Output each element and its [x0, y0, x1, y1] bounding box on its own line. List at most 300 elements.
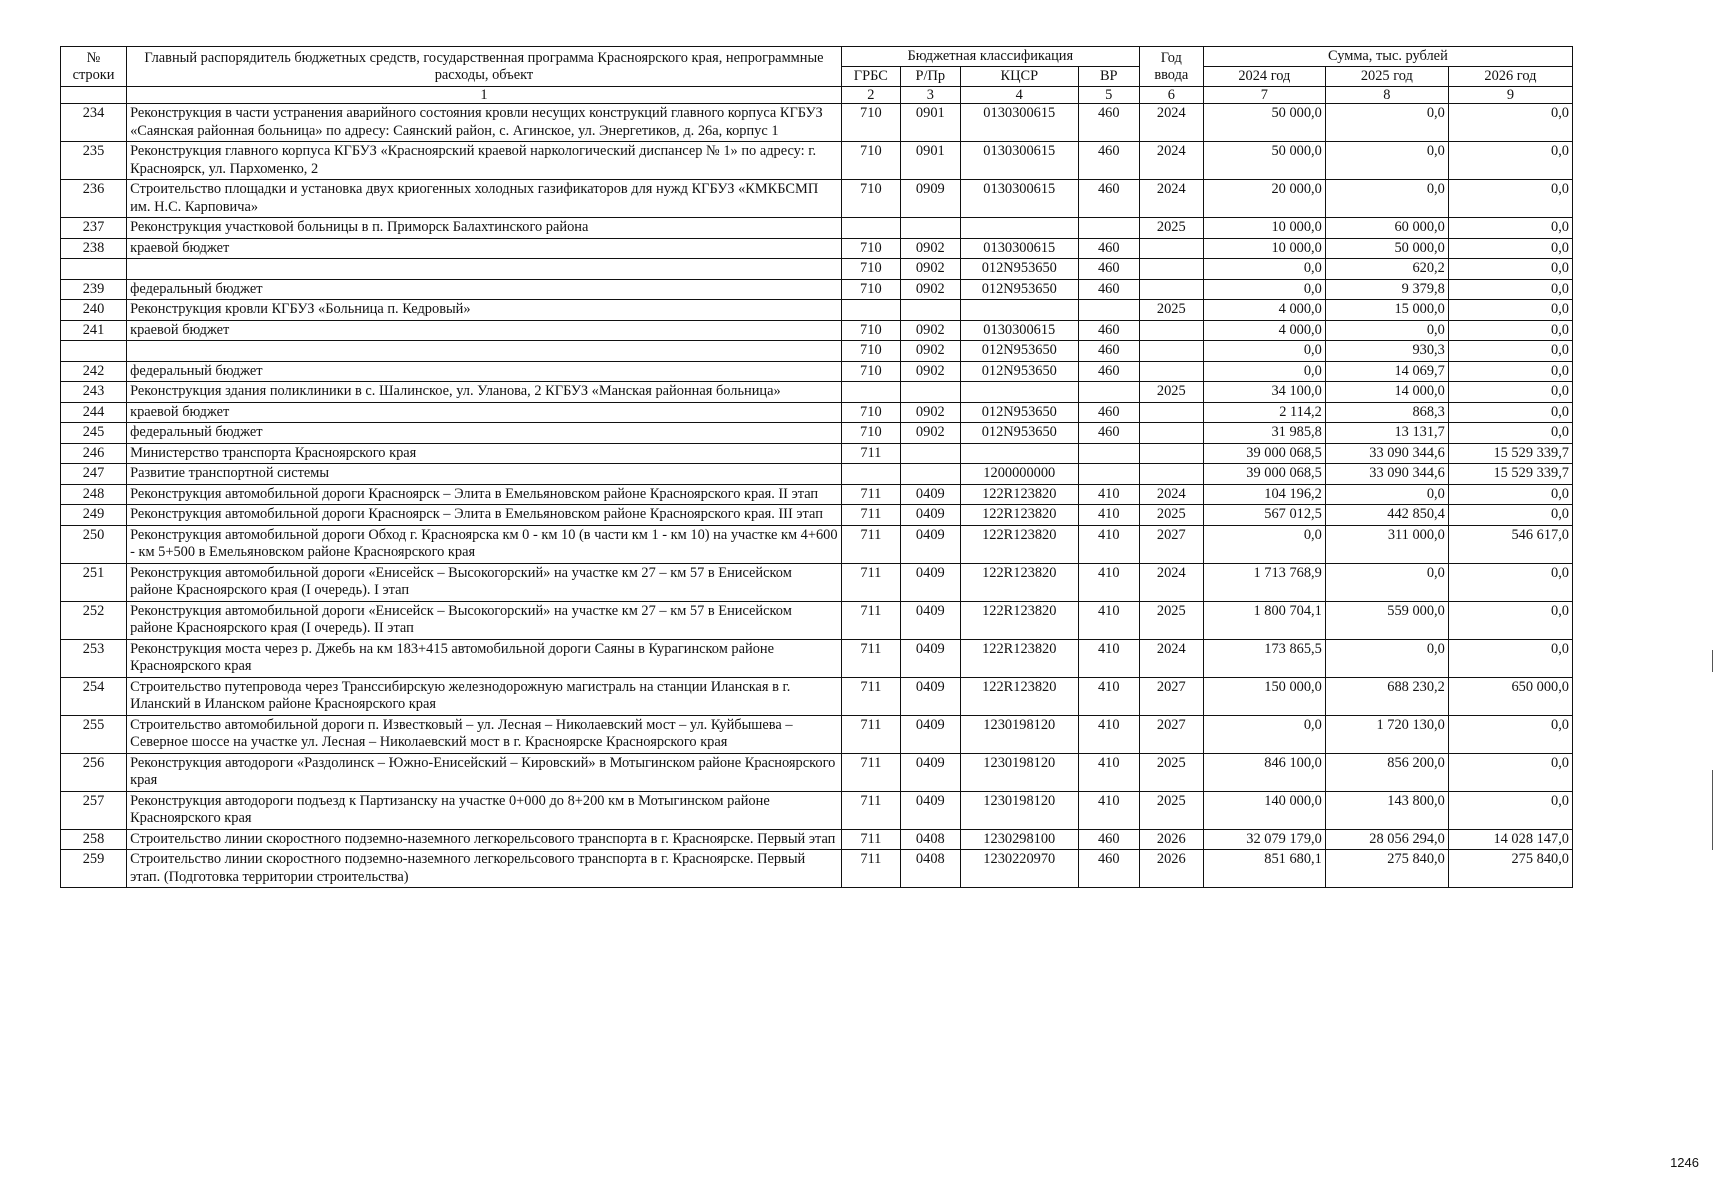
kcsr-cell: 012N953650 — [960, 259, 1078, 280]
sum-2026-cell: 275 840,0 — [1448, 850, 1572, 888]
rpr-cell: 0902 — [900, 238, 960, 259]
grbs-cell: 710 — [841, 402, 900, 423]
sum-2026-cell: 0,0 — [1448, 238, 1572, 259]
sum-2025-cell: 868,3 — [1325, 402, 1448, 423]
rpr-cell: 0409 — [900, 639, 960, 677]
row-number-cell: 239 — [61, 279, 127, 300]
row-number-cell: 249 — [61, 505, 127, 526]
object-name-cell: Реконструкция автомобильной дороги Обход г. Красноярска км 0 - км 10 (в части км 1 - км 10) на участке км 4+600 - км 5+500 в Емельяновском районе Красноярского края — [127, 525, 842, 563]
header-budget-classification: Бюджетная классификация — [841, 47, 1139, 67]
object-name-cell: Реконструкция участковой больницы в п. Приморск Балахтинского района — [127, 218, 842, 239]
sum-2025-cell: 0,0 — [1325, 639, 1448, 677]
table-row — [61, 715, 1573, 753]
rpr-cell: 0409 — [900, 601, 960, 639]
year-cell: 2025 — [1139, 753, 1203, 791]
grbs-cell: 710 — [841, 279, 900, 300]
table-row — [61, 525, 1573, 563]
row-number-cell: 255 — [61, 715, 127, 753]
sum-2024-cell: 31 985,8 — [1203, 423, 1325, 444]
scan-artifact-line — [1712, 650, 1713, 672]
kcsr-cell: 1230198120 — [960, 753, 1078, 791]
sum-2024-cell: 50 000,0 — [1203, 142, 1325, 180]
sum-2024-cell: 104 196,2 — [1203, 484, 1325, 505]
year-cell — [1139, 238, 1203, 259]
row-number-cell: 248 — [61, 484, 127, 505]
vr-cell — [1078, 218, 1139, 239]
table-row — [61, 218, 1573, 239]
year-cell: 2026 — [1139, 850, 1203, 888]
header-sum: Сумма, тыс. рублей — [1203, 47, 1572, 67]
rpr-cell — [900, 218, 960, 239]
rpr-cell: 0408 — [900, 829, 960, 850]
table-row — [61, 180, 1573, 218]
vr-cell: 410 — [1078, 791, 1139, 829]
sum-2024-cell: 34 100,0 — [1203, 382, 1325, 403]
header-2026: 2026 год — [1448, 67, 1572, 87]
year-cell: 2027 — [1139, 715, 1203, 753]
vr-cell: 410 — [1078, 715, 1139, 753]
rpr-cell: 0902 — [900, 279, 960, 300]
object-name-cell: Строительство линии скоростного подземно-наземного легкорельсового транспорта в г. Красноярске. Первый этап — [127, 829, 842, 850]
budget-table — [60, 46, 1573, 888]
row-number-cell: 242 — [61, 361, 127, 382]
year-cell — [1139, 443, 1203, 464]
kcsr-cell: 0130300615 — [960, 180, 1078, 218]
sum-2024-cell: 0,0 — [1203, 279, 1325, 300]
sum-2025-cell: 1 720 130,0 — [1325, 715, 1448, 753]
year-cell: 2025 — [1139, 791, 1203, 829]
object-name-cell: Строительство автомобильной дороги п. Известковый – ул. Лесная – Николаевский мост – ул. Куйбышева – Северное шоссе на участке ул. Лесная – Николаевский мост в г. Красноярске Красноярского края — [127, 715, 842, 753]
rpr-cell: 0901 — [900, 142, 960, 180]
header-name: Главный распорядитель бюджетных средств, государственная программа Красноярского края, непрограммные расходы, объект — [127, 47, 842, 87]
sum-2026-cell: 0,0 — [1448, 791, 1572, 829]
year-cell: 2025 — [1139, 300, 1203, 321]
object-name-cell: федеральный бюджет — [127, 361, 842, 382]
table-row — [61, 361, 1573, 382]
rpr-cell: 0409 — [900, 505, 960, 526]
object-name-cell: Реконструкция моста через р. Джебь на км 183+415 автомобильной дороги Саяны в Курагинском районе Красноярского края — [127, 639, 842, 677]
year-cell — [1139, 464, 1203, 485]
grbs-cell: 710 — [841, 259, 900, 280]
year-cell — [1139, 361, 1203, 382]
sum-2025-cell: 559 000,0 — [1325, 601, 1448, 639]
row-number-cell: 246 — [61, 443, 127, 464]
column-number: 3 — [900, 87, 960, 104]
object-name-cell: Реконструкция автомобильной дороги «Енисейск – Высокогорский» на участке км 27 – км 57 в Енисейском районе Красноярского края (I очередь). I этап — [127, 563, 842, 601]
object-name-cell: федеральный бюджет — [127, 279, 842, 300]
column-number-row — [61, 87, 1573, 104]
table-body — [61, 104, 1573, 888]
kcsr-cell: 012N953650 — [960, 341, 1078, 362]
kcsr-cell — [960, 443, 1078, 464]
sum-2025-cell: 0,0 — [1325, 484, 1448, 505]
year-cell — [1139, 259, 1203, 280]
table-row — [61, 677, 1573, 715]
object-name-cell: Реконструкция автомобильной дороги Красноярск – Элита в Емельяновском районе Красноярского края. III этап — [127, 505, 842, 526]
row-number-cell: 240 — [61, 300, 127, 321]
table-row — [61, 505, 1573, 526]
header-year: Год ввода — [1139, 47, 1203, 87]
row-number-cell: 234 — [61, 104, 127, 142]
table-row — [61, 464, 1573, 485]
table-row — [61, 259, 1573, 280]
header-kcsr: КЦСР — [960, 67, 1078, 87]
year-cell: 2025 — [1139, 218, 1203, 239]
grbs-cell: 710 — [841, 142, 900, 180]
rpr-cell — [900, 464, 960, 485]
sum-2024-cell: 150 000,0 — [1203, 677, 1325, 715]
table-row — [61, 382, 1573, 403]
object-name-cell: Реконструкция главного корпуса КГБУЗ «Красноярский краевой наркологический диспансер № 1» по адресу: г. Красноярск, ул. Пархоменко, 2 — [127, 142, 842, 180]
kcsr-cell: 122R123820 — [960, 677, 1078, 715]
sum-2026-cell: 0,0 — [1448, 341, 1572, 362]
vr-cell: 410 — [1078, 639, 1139, 677]
rpr-cell: 0902 — [900, 402, 960, 423]
vr-cell: 460 — [1078, 279, 1139, 300]
table-row — [61, 142, 1573, 180]
table-row — [61, 320, 1573, 341]
table-row — [61, 639, 1573, 677]
sum-2024-cell: 10 000,0 — [1203, 218, 1325, 239]
sum-2025-cell: 60 000,0 — [1325, 218, 1448, 239]
sum-2026-cell: 0,0 — [1448, 180, 1572, 218]
row-number-cell: 258 — [61, 829, 127, 850]
header-grbs: ГРБС — [841, 67, 900, 87]
year-cell: 2026 — [1139, 829, 1203, 850]
rpr-cell: 0409 — [900, 525, 960, 563]
column-number: 1 — [127, 87, 842, 104]
sum-2024-cell: 4 000,0 — [1203, 300, 1325, 321]
sum-2025-cell: 0,0 — [1325, 104, 1448, 142]
sum-2024-cell: 0,0 — [1203, 525, 1325, 563]
row-number-cell: 259 — [61, 850, 127, 888]
sum-2024-cell: 567 012,5 — [1203, 505, 1325, 526]
vr-cell: 460 — [1078, 850, 1139, 888]
grbs-cell: 710 — [841, 238, 900, 259]
kcsr-cell: 1200000000 — [960, 464, 1078, 485]
object-name-cell: Реконструкция автомобильной дороги «Енисейск – Высокогорский» на участке км 27 – км 57 в Енисейском районе Красноярского края (I очередь). II этап — [127, 601, 842, 639]
rpr-cell: 0409 — [900, 563, 960, 601]
grbs-cell: 711 — [841, 791, 900, 829]
rpr-cell: 0409 — [900, 715, 960, 753]
grbs-cell: 711 — [841, 829, 900, 850]
object-name-cell — [127, 341, 842, 362]
vr-cell: 460 — [1078, 402, 1139, 423]
scan-artifact-line — [1712, 770, 1713, 850]
sum-2025-cell: 50 000,0 — [1325, 238, 1448, 259]
grbs-cell: 710 — [841, 361, 900, 382]
rpr-cell: 0409 — [900, 791, 960, 829]
vr-cell: 460 — [1078, 320, 1139, 341]
kcsr-cell — [960, 382, 1078, 403]
kcsr-cell: 012N953650 — [960, 279, 1078, 300]
vr-cell — [1078, 443, 1139, 464]
grbs-cell: 711 — [841, 563, 900, 601]
sum-2024-cell: 1 800 704,1 — [1203, 601, 1325, 639]
sum-2024-cell: 0,0 — [1203, 341, 1325, 362]
table-row — [61, 238, 1573, 259]
sum-2024-cell: 2 114,2 — [1203, 402, 1325, 423]
kcsr-cell: 012N953650 — [960, 361, 1078, 382]
year-cell: 2024 — [1139, 104, 1203, 142]
grbs-cell — [841, 464, 900, 485]
sum-2026-cell: 0,0 — [1448, 142, 1572, 180]
sum-2025-cell: 14 069,7 — [1325, 361, 1448, 382]
table-row — [61, 402, 1573, 423]
sum-2026-cell: 0,0 — [1448, 259, 1572, 280]
row-number-cell: 256 — [61, 753, 127, 791]
year-cell: 2025 — [1139, 601, 1203, 639]
grbs-cell: 710 — [841, 341, 900, 362]
row-number-cell: 245 — [61, 423, 127, 444]
column-number: 5 — [1078, 87, 1139, 104]
grbs-cell: 711 — [841, 525, 900, 563]
table-row — [61, 791, 1573, 829]
sum-2025-cell: 620,2 — [1325, 259, 1448, 280]
sum-2024-cell: 851 680,1 — [1203, 850, 1325, 888]
vr-cell: 410 — [1078, 563, 1139, 601]
rpr-cell: 0409 — [900, 677, 960, 715]
kcsr-cell: 012N953650 — [960, 423, 1078, 444]
vr-cell — [1078, 464, 1139, 485]
sum-2024-cell: 0,0 — [1203, 361, 1325, 382]
sum-2025-cell: 275 840,0 — [1325, 850, 1448, 888]
sum-2026-cell: 546 617,0 — [1448, 525, 1572, 563]
sum-2024-cell: 50 000,0 — [1203, 104, 1325, 142]
table-row — [61, 563, 1573, 601]
row-number-cell: 257 — [61, 791, 127, 829]
row-number-cell — [61, 259, 127, 280]
kcsr-cell: 0130300615 — [960, 320, 1078, 341]
sum-2025-cell: 856 200,0 — [1325, 753, 1448, 791]
sum-2024-cell: 140 000,0 — [1203, 791, 1325, 829]
year-cell — [1139, 279, 1203, 300]
kcsr-cell: 1230198120 — [960, 791, 1078, 829]
row-number-cell: 243 — [61, 382, 127, 403]
grbs-cell: 711 — [841, 850, 900, 888]
vr-cell: 460 — [1078, 259, 1139, 280]
kcsr-cell — [960, 218, 1078, 239]
table-header — [61, 47, 1573, 104]
vr-cell: 460 — [1078, 361, 1139, 382]
kcsr-cell — [960, 300, 1078, 321]
sum-2026-cell: 0,0 — [1448, 715, 1572, 753]
column-number: 4 — [960, 87, 1078, 104]
grbs-cell: 711 — [841, 443, 900, 464]
vr-cell: 410 — [1078, 525, 1139, 563]
rpr-cell: 0909 — [900, 180, 960, 218]
vr-cell: 460 — [1078, 423, 1139, 444]
vr-cell — [1078, 382, 1139, 403]
sum-2026-cell: 0,0 — [1448, 423, 1572, 444]
year-cell: 2024 — [1139, 639, 1203, 677]
sum-2025-cell: 0,0 — [1325, 180, 1448, 218]
kcsr-cell: 122R123820 — [960, 505, 1078, 526]
table-row — [61, 850, 1573, 888]
vr-cell: 460 — [1078, 104, 1139, 142]
sum-2024-cell: 0,0 — [1203, 715, 1325, 753]
grbs-cell — [841, 300, 900, 321]
year-cell — [1139, 423, 1203, 444]
row-number-cell: 252 — [61, 601, 127, 639]
sum-2026-cell: 0,0 — [1448, 601, 1572, 639]
kcsr-cell: 1230298100 — [960, 829, 1078, 850]
sum-2026-cell: 0,0 — [1448, 563, 1572, 601]
vr-cell: 410 — [1078, 677, 1139, 715]
column-number: 8 — [1325, 87, 1448, 104]
table-row — [61, 484, 1573, 505]
vr-cell: 460 — [1078, 238, 1139, 259]
rpr-cell: 0901 — [900, 104, 960, 142]
kcsr-cell: 122R123820 — [960, 525, 1078, 563]
kcsr-cell: 0130300615 — [960, 104, 1078, 142]
vr-cell: 460 — [1078, 829, 1139, 850]
sum-2024-cell: 32 079 179,0 — [1203, 829, 1325, 850]
sum-2024-cell: 4 000,0 — [1203, 320, 1325, 341]
column-number: 7 — [1203, 87, 1325, 104]
row-number-cell: 253 — [61, 639, 127, 677]
kcsr-cell: 1230198120 — [960, 715, 1078, 753]
object-name-cell: Реконструкция кровли КГБУЗ «Больница п. Кедровый» — [127, 300, 842, 321]
sum-2026-cell: 0,0 — [1448, 279, 1572, 300]
vr-cell: 410 — [1078, 484, 1139, 505]
table-row — [61, 341, 1573, 362]
object-name-cell: Реконструкция здания поликлиники в с. Шалинское, ул. Уланова, 2 КГБУЗ «Манская районная больница» — [127, 382, 842, 403]
column-number — [61, 87, 127, 104]
page-number: 1246 — [1670, 1155, 1699, 1170]
sum-2025-cell: 0,0 — [1325, 142, 1448, 180]
year-cell: 2024 — [1139, 142, 1203, 180]
sum-2025-cell: 14 000,0 — [1325, 382, 1448, 403]
sum-2025-cell: 9 379,8 — [1325, 279, 1448, 300]
object-name-cell: краевой бюджет — [127, 320, 842, 341]
sum-2025-cell: 0,0 — [1325, 563, 1448, 601]
table-row — [61, 300, 1573, 321]
year-cell — [1139, 320, 1203, 341]
table-row — [61, 829, 1573, 850]
sum-2026-cell: 0,0 — [1448, 505, 1572, 526]
sum-2026-cell: 0,0 — [1448, 639, 1572, 677]
object-name-cell: Реконструкция автомобильной дороги Красноярск – Элита в Емельяновском районе Красноярского края. II этап — [127, 484, 842, 505]
row-number-cell — [61, 341, 127, 362]
row-number-cell: 237 — [61, 218, 127, 239]
row-number-cell: 238 — [61, 238, 127, 259]
kcsr-cell: 122R123820 — [960, 601, 1078, 639]
grbs-cell: 711 — [841, 639, 900, 677]
object-name-cell: краевой бюджет — [127, 402, 842, 423]
vr-cell: 410 — [1078, 505, 1139, 526]
header-2024: 2024 год — [1203, 67, 1325, 87]
table-row — [61, 601, 1573, 639]
row-number-cell: 247 — [61, 464, 127, 485]
table-row — [61, 753, 1573, 791]
object-name-cell: Реконструкция автодороги «Раздолинск – Южно-Енисейский – Кировский» в Мотыгинском районе Красноярского края — [127, 753, 842, 791]
grbs-cell — [841, 218, 900, 239]
sum-2026-cell: 15 529 339,7 — [1448, 464, 1572, 485]
sum-2025-cell: 311 000,0 — [1325, 525, 1448, 563]
year-cell: 2024 — [1139, 563, 1203, 601]
rpr-cell — [900, 443, 960, 464]
rpr-cell: 0902 — [900, 361, 960, 382]
rpr-cell — [900, 382, 960, 403]
sum-2025-cell: 0,0 — [1325, 320, 1448, 341]
kcsr-cell: 122R123820 — [960, 639, 1078, 677]
header-vr: ВР — [1078, 67, 1139, 87]
grbs-cell: 711 — [841, 753, 900, 791]
grbs-cell: 711 — [841, 601, 900, 639]
sum-2025-cell: 442 850,4 — [1325, 505, 1448, 526]
sum-2024-cell: 0,0 — [1203, 259, 1325, 280]
rpr-cell: 0902 — [900, 341, 960, 362]
row-number-cell: 254 — [61, 677, 127, 715]
kcsr-cell: 1230220970 — [960, 850, 1078, 888]
kcsr-cell: 0130300615 — [960, 142, 1078, 180]
rpr-cell: 0409 — [900, 484, 960, 505]
sum-2026-cell: 0,0 — [1448, 218, 1572, 239]
sum-2024-cell: 39 000 068,5 — [1203, 443, 1325, 464]
object-name-cell: Строительство линии скоростного подземно-наземного легкорельсового транспорта в г. Красноярске. Первый этап. (Подготовка территории строительства) — [127, 850, 842, 888]
object-name-cell: федеральный бюджет — [127, 423, 842, 444]
column-number: 6 — [1139, 87, 1203, 104]
grbs-cell: 711 — [841, 715, 900, 753]
grbs-cell: 711 — [841, 484, 900, 505]
sum-2024-cell: 1 713 768,9 — [1203, 563, 1325, 601]
sum-2025-cell: 688 230,2 — [1325, 677, 1448, 715]
table-row — [61, 443, 1573, 464]
header-rpr: Р/Пр — [900, 67, 960, 87]
row-number-cell: 244 — [61, 402, 127, 423]
vr-cell: 460 — [1078, 180, 1139, 218]
year-cell: 2027 — [1139, 677, 1203, 715]
sum-2024-cell: 20 000,0 — [1203, 180, 1325, 218]
object-name-cell: Реконструкция автодороги подъезд к Партизанску на участке 0+000 до 8+200 км в Мотыгинском районе Красноярского края — [127, 791, 842, 829]
vr-cell: 410 — [1078, 601, 1139, 639]
sum-2026-cell: 0,0 — [1448, 382, 1572, 403]
table-row — [61, 423, 1573, 444]
sum-2025-cell: 930,3 — [1325, 341, 1448, 362]
column-number: 2 — [841, 87, 900, 104]
rpr-cell: 0902 — [900, 320, 960, 341]
sum-2025-cell: 28 056 294,0 — [1325, 829, 1448, 850]
year-cell: 2024 — [1139, 180, 1203, 218]
header-row-number: № строки — [61, 47, 127, 87]
year-cell: 2025 — [1139, 505, 1203, 526]
grbs-cell: 711 — [841, 677, 900, 715]
sum-2026-cell: 0,0 — [1448, 320, 1572, 341]
row-number-cell: 236 — [61, 180, 127, 218]
sum-2024-cell: 10 000,0 — [1203, 238, 1325, 259]
sum-2025-cell: 33 090 344,6 — [1325, 443, 1448, 464]
sum-2026-cell: 0,0 — [1448, 753, 1572, 791]
object-name-cell: Реконструкция в части устранения аварийного состояния кровли несущих конструкций главного корпуса КГБУЗ «Саянская районная больница» по адресу: Саянский район, с. Агинское, ул. Энергетиков, д. 26а, корпус 1 — [127, 104, 842, 142]
table-row — [61, 104, 1573, 142]
sum-2026-cell: 0,0 — [1448, 104, 1572, 142]
year-cell: 2027 — [1139, 525, 1203, 563]
year-cell — [1139, 402, 1203, 423]
sum-2026-cell: 0,0 — [1448, 402, 1572, 423]
row-number-cell: 241 — [61, 320, 127, 341]
object-name-cell — [127, 259, 842, 280]
grbs-cell: 711 — [841, 505, 900, 526]
kcsr-cell: 012N953650 — [960, 402, 1078, 423]
sum-2026-cell: 0,0 — [1448, 361, 1572, 382]
sum-2026-cell: 14 028 147,0 — [1448, 829, 1572, 850]
grbs-cell: 710 — [841, 180, 900, 218]
object-name-cell: Министерство транспорта Красноярского края — [127, 443, 842, 464]
column-number: 9 — [1448, 87, 1572, 104]
object-name-cell: Строительство путепровода через Транссибирскую железнодорожную магистраль на станции Иланская в г. Иланский в Иланском районе Красноярского края — [127, 677, 842, 715]
vr-cell — [1078, 300, 1139, 321]
